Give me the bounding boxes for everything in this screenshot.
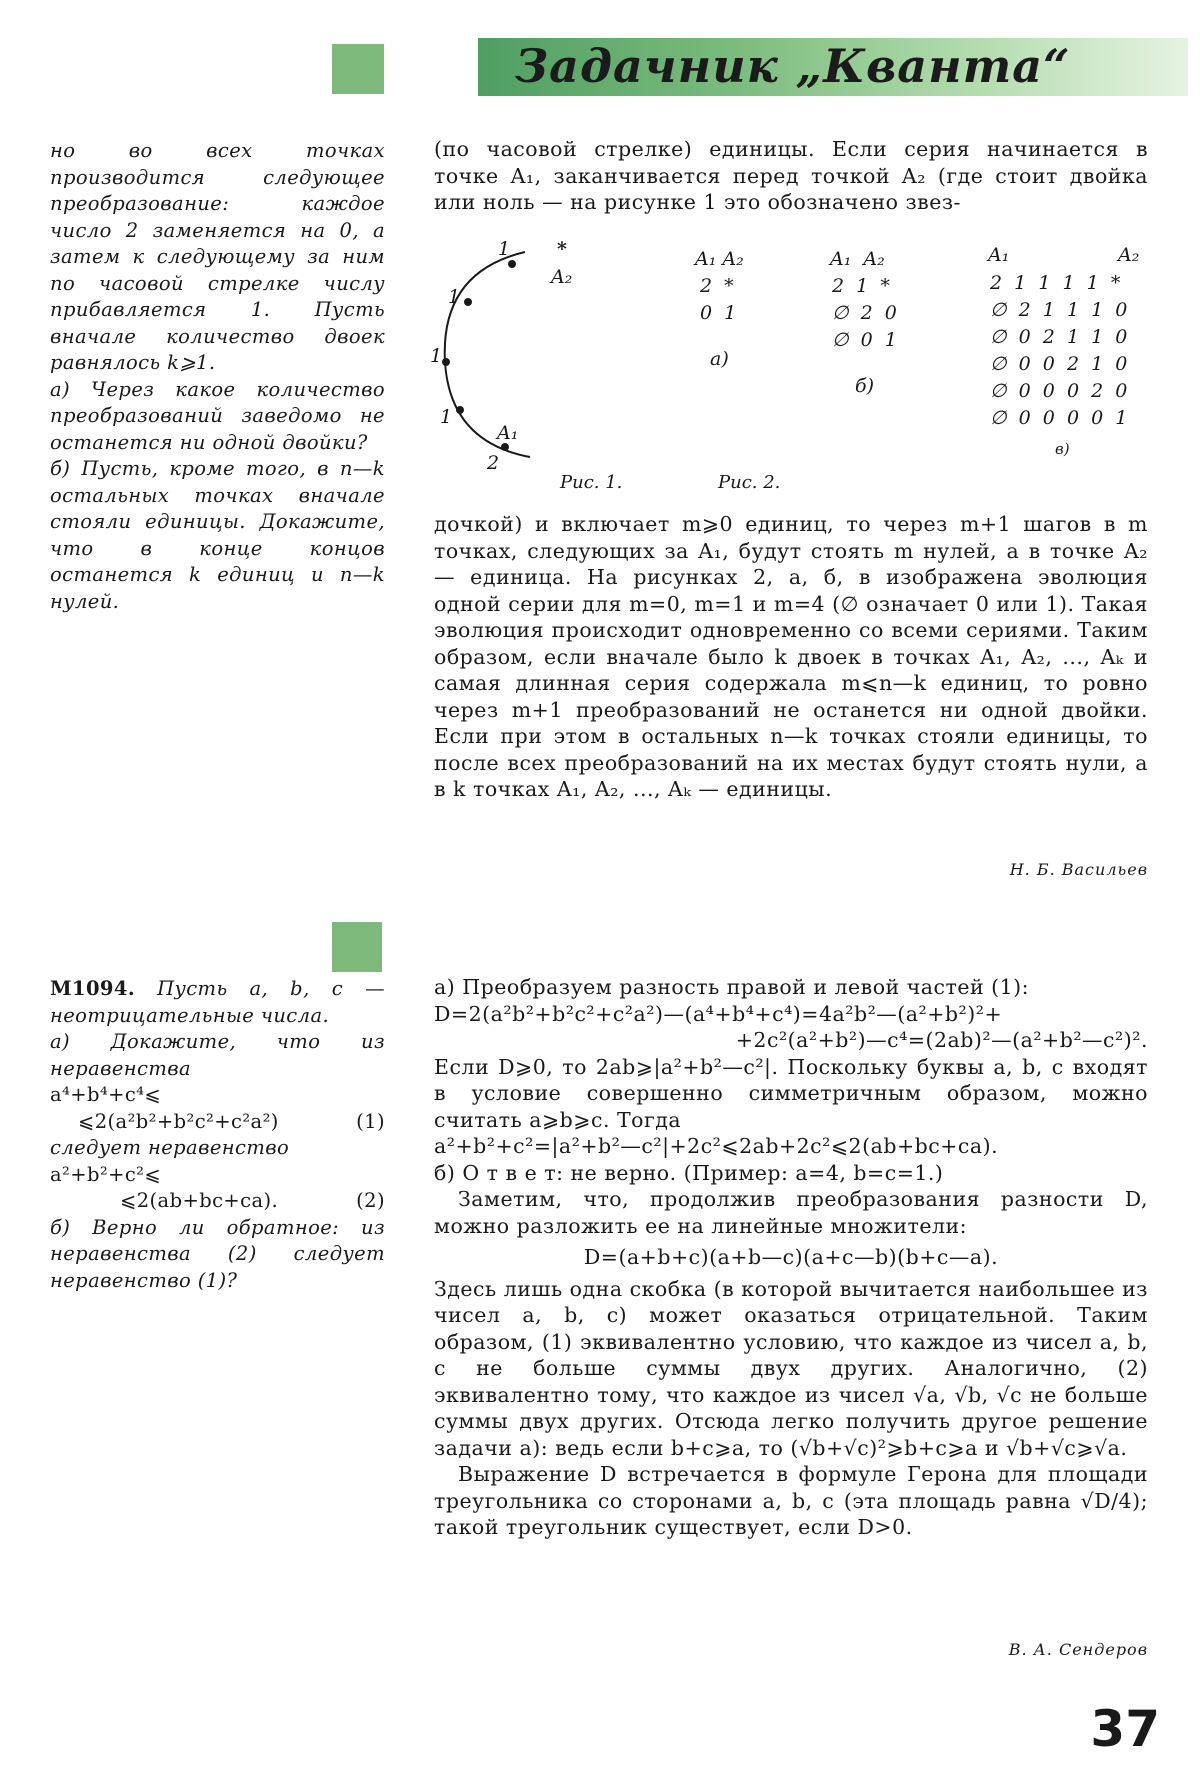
fig1-label-2: 2 <box>487 452 500 474</box>
problem-question-b: б) Пусть, кроме того, в n—k остальных точках вначале стояли единицы. Докажите, что в конце концов останется k единиц и n—k нулей. <box>50 457 385 613</box>
decorative-green-square-top <box>332 44 384 94</box>
fig2c-header-left: A₁ <box>988 244 1010 266</box>
section-title: Задачник „Кванта“ <box>515 39 1071 93</box>
fig1-label-a2: A₂ <box>551 266 573 288</box>
problem-question-a: а) Через какое количество преобразований заведомо не останется ни одной двойки? <box>50 377 385 454</box>
fig2a-row: 0 1 <box>700 302 737 324</box>
solution-equation-1: D=2(a²b²+b²c²+c²a²)—(a⁴+b⁴+c⁴)=4a²b²—(a²+b²)²+ <box>434 1001 1003 1026</box>
decorative-green-square-mid <box>332 922 382 972</box>
arc-point <box>501 443 509 451</box>
inequality-1-line2 <box>50 1109 385 1136</box>
signature-vasiliev: Н. Б. Васильев <box>1009 860 1148 879</box>
arc-point <box>442 358 450 366</box>
problem-part-b: б) Верно ли обратное: из неравенства (2) следует неравенство (1)? <box>50 1215 385 1292</box>
figure-1-arc <box>420 232 573 482</box>
inequality-1-rhs: ⩽2(a²b²+b²c²+c²a²) <box>78 1109 279 1133</box>
fig2b-row: ∅ 0 1 <box>832 329 897 351</box>
solution-equation-3: a²+b²+c²=|a²+b²—c²|+2c²⩽2ab+2c²⩽2(ab+bc+ca). <box>434 1134 999 1158</box>
fig2a-header: A₁ A₂ <box>695 248 744 270</box>
problem-paragraph: но во всех точках производится следующее преобразование: каждое число 2 заменяется на 0, а затем к следующему за ним по часовой стрелке числу прибавляется 1. Пусть вначале количество двоек равнялось k⩾1. <box>50 139 385 374</box>
problem-intro: Пусть a, b, c — неотрицательные числа. <box>50 977 385 1027</box>
inequality-2-rhs: ⩽2(ab+bc+ca). <box>120 1189 279 1212</box>
problem-m1094 <box>50 976 385 1294</box>
fig2c-row: ∅ 2 1 1 1 0 <box>990 299 1128 321</box>
solution-paragraph-3: Заметим, что, продолжив преобразования разности D, можно разложить ее на линейные множители: <box>434 1187 1148 1238</box>
arc-point <box>456 406 464 414</box>
fig1-label-1: 1 <box>440 406 453 428</box>
fig2b-row: 2 1 * <box>832 275 890 297</box>
fig2a-label: а) <box>710 348 729 370</box>
fig2c-row: ∅ 0 0 0 0 1 <box>990 407 1128 429</box>
signature-senderov: В. А. Сендеров <box>1008 1640 1148 1659</box>
fig2c-row: ∅ 0 0 2 1 0 <box>990 353 1128 375</box>
solution-text-bottom <box>434 511 1148 803</box>
inequality-2-number: (2) <box>356 1189 385 1212</box>
follows-text: следует неравенство <box>50 1136 290 1159</box>
solution-equation-4: D=(a+b+c)(a+b—c)(a+c—b)(b+c—a). <box>583 1245 999 1269</box>
figure-2-caption: Рис. 2. <box>718 472 781 493</box>
inequality-2-line2 <box>50 1188 385 1215</box>
solution-paragraph-2: Если D⩾0, то 2ab⩾|a²+b²—c²|. Поскольку буквы a, b, c входят в условие совершенно симметричным образом, можно считать a⩾b⩾c. Тогда <box>434 1054 1148 1132</box>
fig1-label-a1: A₁ <box>497 422 519 444</box>
figure-1-caption: Рис. 1. <box>560 472 623 493</box>
fig2a-row: 2 * <box>700 275 734 297</box>
fig2c-row: ∅ 0 0 0 2 0 <box>990 380 1128 402</box>
inequality-1-number: (1) <box>356 1109 385 1133</box>
fig1-label-1: 1 <box>448 286 461 308</box>
page-number: 37 <box>1090 1700 1160 1758</box>
solution-paragraph-4: Здесь лишь одна скобка (в которой вычитается наибольшее из чисел a, b, c) может оказаться отрицательной. Таким образом, (1) эквивалентно условию, что каждое из чисел a, b, c не больше суммы двух других. Аналогично, (2) эквивалентно тому, что каждое из чисел √a, √b, √c не больше суммы двух других. Отсюда легко получить другое решение задачи а): ведь если b+c⩾a, то (√b+√c)²⩾b+c⩾a и √b+√c⩾√a. <box>434 1276 1148 1460</box>
fig2b-row: ∅ 2 0 <box>832 302 897 324</box>
fig2b-header: A₁ A₂ <box>830 248 885 270</box>
arc-point <box>508 260 516 268</box>
inequality-1-line1: a⁴+b⁴+c⁴⩽ <box>50 1083 162 1106</box>
solution-paragraph-top: (по часовой стрелке) единицы. Если серия начинается в точке A₁, заканчивается перед точкой A₂ (где стоит двойка или ноль — на рисунке 1 это обозначено звез- <box>434 137 1148 214</box>
fig2c-header-right: A₂ <box>1118 244 1140 266</box>
fig2c-label: в) <box>1055 440 1070 458</box>
inequality-2-line1: a²+b²+c²⩽ <box>50 1162 162 1186</box>
problem-intro-line <box>50 976 385 1029</box>
solution-paragraph-5: Выражение D встречается в формуле Герона для площади треугольника со сторонами a, b, c (эта площадь равна √D/4); такой треугольник существует, если D>0. <box>434 1462 1148 1539</box>
arc-point <box>464 298 472 306</box>
solution-line-1: а) Преобразуем разность правой и левой частей (1): <box>434 975 1030 999</box>
fig2c-row: 2 1 1 1 1 * <box>990 272 1121 294</box>
solution-answer: б) О т в е т: не верно. (Пример: a=4, b=c=1.) <box>434 1160 944 1185</box>
problem-part-a: а) Докажите, что из неравенства <box>50 1030 385 1080</box>
problem-number: М1094. <box>50 977 136 1000</box>
solution-paragraph-bottom: дочкой) и включает m⩾0 единиц, то через m+1 шагов в m точках, следующих за A₁, будут стоять m нулей, а в точке A₂ — единица. На рисунках 2, а, б, в изображена эволюция одной серии для m=0, m=1 и m=4 (∅ означает 0 или 1). Такая эволюция происходит одновременно со всеми сериями. Таким образом, если вначале было k двоек в точках A₁, A₂, ..., Aₖ и самая длинная серия содержала m⩽n—k единиц, то ровно через m+1 преобразований не останется ни одной двойки. Если при этом в остальных n—k точках стояли единицы, то после всех преобразований на их местах будут стоять нули, а в k точках A₁, A₂, ..., Aₖ — единицы. <box>434 512 1148 801</box>
fig1-label-1: 1 <box>430 345 443 367</box>
problem-text-continued <box>50 138 385 615</box>
solution-equation-2: +2c²(a²+b²)—c⁴=(2ab)²—(a²+b²—c²)². <box>735 1028 1148 1052</box>
fig2b-label: б) <box>855 375 875 397</box>
fig2c-row: ∅ 0 2 1 1 0 <box>990 326 1128 348</box>
fig1-label-1: 1 <box>498 238 511 260</box>
solution-m1094 <box>434 974 1148 1541</box>
solution-text-top <box>434 136 1148 216</box>
fig1-label-star: * <box>557 238 567 260</box>
